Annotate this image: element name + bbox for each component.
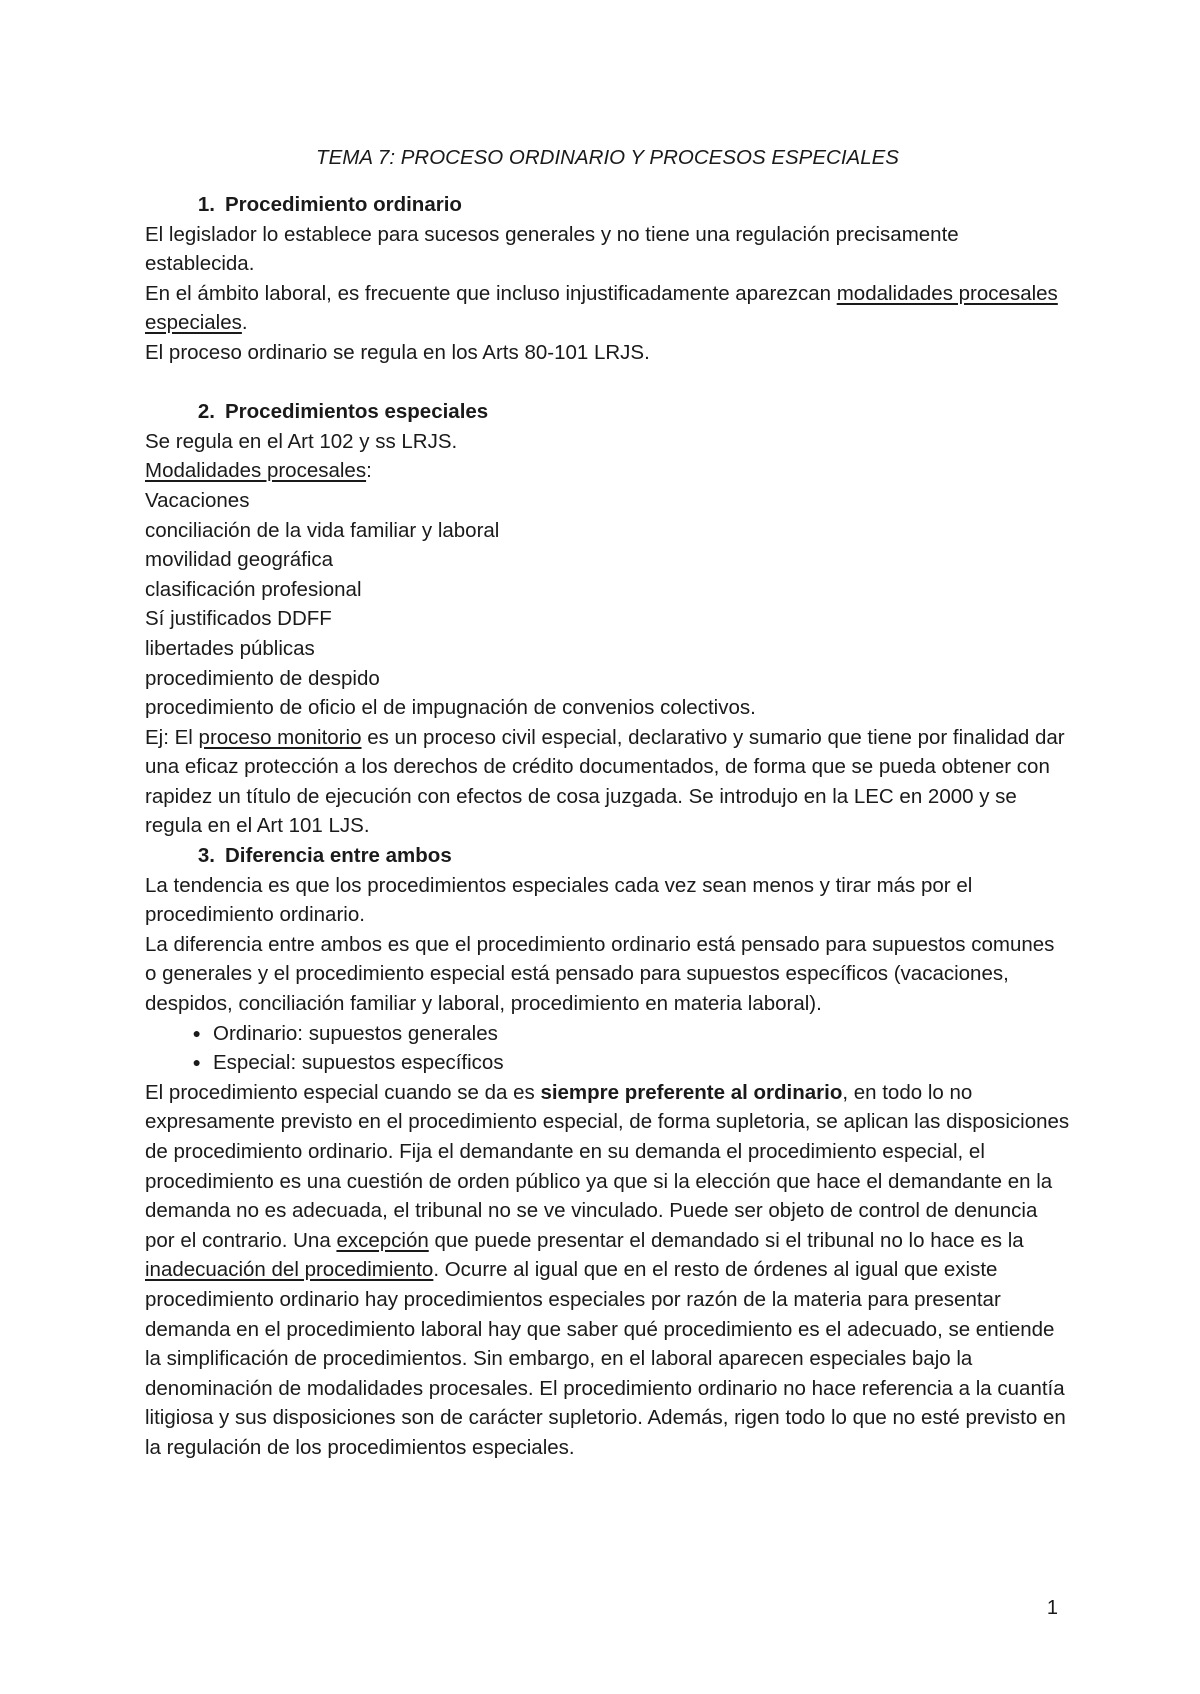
underlined-term: proceso monitorio xyxy=(198,725,362,749)
document-title: TEMA 7: PROCESO ORDINARIO Y PROCESOS ESPECIALES xyxy=(316,146,899,169)
list-item: procedimiento de despido xyxy=(145,666,380,690)
underlined-term: excepción xyxy=(336,1228,429,1252)
list-item: movilidad geográfica xyxy=(145,548,334,572)
bullet-item: ● Especial: supuestos específicos xyxy=(145,1048,1070,1078)
section-title: Procedimientos especiales xyxy=(225,400,489,424)
paragraph: El legislador lo establece para sucesos generales y no tiene una regulación precisamente establecida. xyxy=(145,222,959,276)
list-item: conciliación de la vida familiar y laboral xyxy=(145,518,500,542)
section-number: 2. xyxy=(197,400,215,424)
underlined-term: modalidades procesales especiales xyxy=(145,281,1058,335)
page-number: 1 xyxy=(1046,1597,1058,1619)
underlined-term: inadecuación del procedimiento xyxy=(145,1258,434,1282)
bold-phrase: siempre preferente al ordinario xyxy=(540,1080,843,1104)
section-2-heading xyxy=(145,397,1070,427)
section-title: Procedimiento ordinario xyxy=(225,193,462,216)
paragraph: En el ámbito laboral, es frecuente que incluso injustificadamente aparezcan modalidades procesales especiales. xyxy=(145,281,1058,335)
paragraph: La tendencia es que los procedimientos especiales cada vez sean menos y tirar más por el procedimiento ordinario. xyxy=(145,873,973,927)
list-item: procedimiento de oficio el de impugnación de convenios colectivos. xyxy=(145,696,756,720)
paragraph: El proceso ordinario se regula en los Arts 80-101 LRJS. xyxy=(145,340,650,364)
paragraph: Ej: El proceso monitorio es un proceso civil especial, declarativo y sumario que tiene por finalidad dar una eficaz protección a los derechos de crédito documentados, de forma que se pueda obtener con rapidez un título de ejecución con efectos de cosa juzgada. Se introdujo en la LEC en 2000 y se regula en el Art 101 LJS. xyxy=(145,725,1065,838)
paragraph: La diferencia entre ambos es que el procedimiento ordinario está pensado para supuestos comunes o generales y el procedimiento especial está pensado para supuestos específicos (vacaciones, despidos, conciliación familiar y laboral, procedimiento en materia laboral). xyxy=(145,932,1055,1016)
section-title: Diferencia entre ambos xyxy=(225,844,452,868)
list-item: Vacaciones xyxy=(145,488,250,512)
list-item: Sí justificados DDFF xyxy=(145,607,332,631)
bullet-item: ● Ordinario: supuestos generales xyxy=(145,1019,1070,1049)
section-3-heading xyxy=(145,841,1070,871)
modalidades-label: Modalidades procesales: xyxy=(145,459,372,483)
bullet-icon: ● xyxy=(192,1054,201,1071)
section-number: 3. xyxy=(197,844,215,868)
bullet-icon: ● xyxy=(192,1024,201,1041)
document-body xyxy=(145,143,1070,1463)
list-item: clasificación profesional xyxy=(145,577,362,601)
list-item: libertades públicas xyxy=(145,636,315,660)
section-1-heading xyxy=(145,190,1070,220)
paragraph: Se regula en el Art 102 y ss LRJS. xyxy=(145,429,458,453)
bullet-list xyxy=(145,1019,1070,1078)
paragraph: El procedimiento especial cuando se da es siempre preferente al ordinario, en todo lo no expresamente previsto en el procedimiento especial, de forma supletoria, se aplican las disposiciones de procedimiento ordinario. Fija el demandante en su demanda el procedimiento especial, el procedimiento es una cuestión de orden público ya que si la elección que hace el demandante en la demanda no es adecuada, el tribunal no se ve vinculado. Puede ser objeto de control de denuncia por el contrario. Una excepción que puede presentar el demandado si el tribunal no lo hace es la inadecuación del procedimiento. Ocurre al igual que en el resto de órdenes al igual que existe procedimiento ordinario hay procedimientos especiales por razón de la materia para presentar demanda en el procedimiento laboral hay que saber qué procedimiento es el adecuado, se entiende la simplificación de procedimientos. Sin embargo, en el laboral aparecen especiales bajo la denominación de modalidades procesales. El procedimiento ordinario no hace referencia a la cuantía litigiosa y sus disposiciones son de carácter supletorio. Además, rigen todo lo que no esté previsto en la regulación de los procedimientos especiales. xyxy=(145,1080,1070,1459)
section-number: 1. xyxy=(197,193,215,216)
